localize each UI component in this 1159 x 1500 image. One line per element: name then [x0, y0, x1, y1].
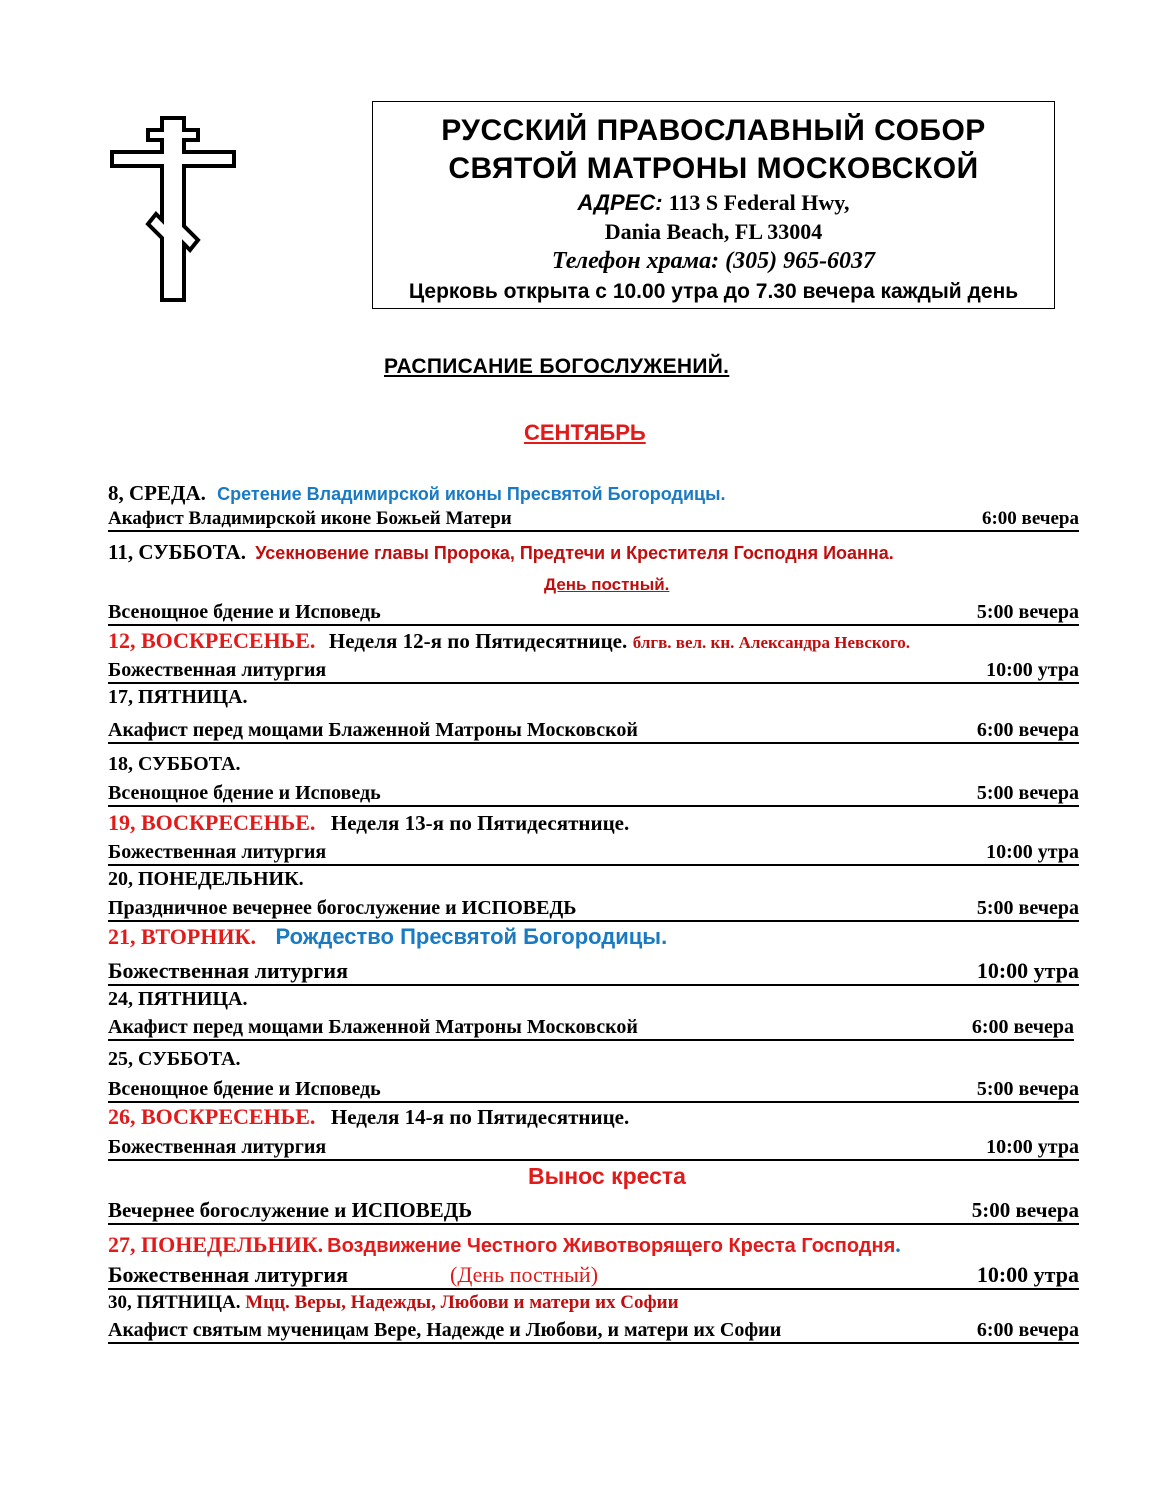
orthodox-cross-icon	[110, 108, 236, 302]
service-row	[108, 896, 1079, 922]
date-label: 8, СРЕДА.	[108, 481, 206, 505]
service-name: Акафист перед мощами Блаженной Матроны Московской	[108, 1016, 638, 1038]
cross-procession-note: Вынос креста	[528, 1163, 686, 1189]
entry-20-heading	[108, 868, 304, 891]
address-street	[373, 190, 1054, 216]
service-row	[108, 1077, 1079, 1103]
feast-label: Воздвижение Честного Животворящего Креста Господня	[327, 1235, 896, 1257]
service-row	[108, 1135, 1079, 1161]
feast-label: Усекновение главы Пророка, Предтечи и Крестителя Господня Иоанна.	[255, 543, 894, 563]
service-name: Божественная литургия	[108, 1136, 327, 1158]
entry-12-heading	[108, 628, 910, 654]
service-row	[108, 1197, 1079, 1225]
service-row	[108, 781, 1079, 807]
entry-8-heading	[108, 481, 725, 506]
service-name: Всенощное бдение и Исповедь	[108, 1078, 381, 1100]
service-name: Акафист Владимирской иконе Божьей Матери	[108, 508, 512, 529]
service-time: 5:00 вечера	[971, 1198, 1079, 1222]
entry-19-heading	[108, 810, 629, 836]
service-row	[108, 956, 1079, 986]
service-name: Вечернее богослужение и ИСПОВЕДЬ	[108, 1198, 473, 1222]
address-street-text: 113 S Federal Hwy,	[668, 190, 850, 215]
date-label: 25, СУББОТА.	[108, 1048, 241, 1070]
church-hours: Церковь открыта с 10.00 утра до 7.30 вечера каждый день	[408, 280, 1019, 303]
service-name: Божественная литургия	[108, 841, 327, 863]
service-time: 10:00 утра	[976, 958, 1079, 983]
date-label: 26, ВОСКРЕСЕНЬЕ.	[108, 1104, 316, 1129]
entry-17-heading	[108, 686, 247, 709]
date-label: 20, ПОНЕДЕЛЬНИК.	[108, 868, 304, 890]
entry-25-heading	[108, 1048, 241, 1071]
date-label: 27, ПОНЕДЕЛЬНИК.	[108, 1232, 324, 1257]
date-label: 17, ПЯТНИЦА.	[108, 686, 248, 708]
service-row	[108, 718, 1079, 744]
service-row	[108, 508, 1079, 532]
month-title: СЕНТЯБРЬ	[524, 420, 646, 445]
service-time: 10:00 утра	[986, 841, 1079, 863]
service-row	[108, 1260, 1079, 1290]
church-phone: Телефон храма: (305) 965-6037	[551, 248, 876, 274]
service-time: 6:00 вечера	[976, 1319, 1079, 1341]
service-time: 5:00 вечера	[976, 782, 1079, 804]
service-time: 5:00 вечера	[976, 601, 1079, 623]
service-row	[108, 600, 1079, 626]
week-label: Неделя 13-я по Пятидесятнице.	[330, 811, 630, 835]
fast-day-note: (День постный)	[450, 1262, 599, 1287]
service-name: Божественная литургия	[108, 958, 349, 983]
date-label: 24, ПЯТНИЦА.	[108, 988, 248, 1010]
feast-label: Сретение Владимирской иконы Пресвятой Богородицы.	[217, 484, 726, 504]
service-row	[108, 840, 1079, 866]
service-time: 5:00 вечера	[976, 897, 1079, 919]
feast-dot: .	[895, 1232, 901, 1257]
date-label: 19, ВОСКРЕСЕНЬЕ.	[108, 810, 316, 835]
service-name: Божественная литургия	[108, 659, 327, 681]
service-row	[108, 1015, 1074, 1041]
feast-label: Рождество Пресвятой Богородицы.	[275, 924, 668, 949]
entry-11-heading	[108, 540, 894, 565]
service-name: Всенощное бдение и Исповедь	[108, 601, 381, 623]
service-time: 10:00 утра	[986, 659, 1079, 681]
entry-27-heading	[108, 1232, 901, 1258]
entry-18-heading	[108, 753, 241, 776]
week-label: Неделя 12-я по Пятидесятнице.	[328, 629, 628, 653]
date-label: 18, СУББОТА.	[108, 753, 241, 775]
date-label: 21, ВТОРНИК.	[108, 924, 256, 949]
address-city: Dania Beach, FL 33004	[604, 219, 823, 244]
church-header-box	[372, 101, 1055, 309]
service-row	[108, 1318, 1079, 1344]
entry-21-heading	[108, 924, 667, 950]
church-name-line2: СВЯТОЙ МАТРОНЫ МОСКОВСКОЙ	[448, 152, 979, 185]
service-name: Божественная литургия	[108, 1262, 349, 1287]
service-time: 5:00 вечера	[976, 1078, 1079, 1100]
date-label: 30, ПЯТНИЦА.	[108, 1292, 241, 1313]
schedule-title: РАСПИСАНИЕ БОГОСЛУЖЕНИЙ.	[384, 355, 730, 378]
service-time: 10:00 утра	[986, 1136, 1079, 1158]
service-time: 6:00 вечера	[976, 719, 1079, 741]
feast-label: Мцц. Веры, Надежды, Любови и матери их Софии	[245, 1292, 679, 1313]
date-label: 11, СУББОТА.	[108, 540, 246, 564]
service-time: 10:00 утра	[976, 1262, 1079, 1287]
saint-label: блгв. вел. кн. Александра Невского.	[632, 633, 911, 652]
service-time: 6:00 вечера	[971, 1016, 1074, 1038]
entry-24-heading	[108, 988, 247, 1011]
address-label: АДРЕС:	[577, 190, 663, 215]
service-name: Всенощное бдение и Исповедь	[108, 782, 381, 804]
service-name: Акафист перед мощами Блаженной Матроны Московской	[108, 719, 638, 741]
service-row	[108, 658, 1079, 684]
service-time: 6:00 вечера	[981, 508, 1079, 529]
service-name: Праздничное вечернее богослужение и ИСПОВЕДЬ	[108, 897, 577, 919]
week-label: Неделя 14-я по Пятидесятнице.	[330, 1105, 630, 1129]
date-label: 12, ВОСКРЕСЕНЬЕ.	[108, 628, 316, 653]
service-name: Акафист святым мученицам Вере, Надежде и Любови, и матери их Софии	[108, 1319, 782, 1341]
entry-30-heading	[108, 1292, 679, 1314]
fast-day-note: День постный.	[544, 575, 670, 594]
church-name-line1: РУССКИЙ ПРАВОСЛАВНЫЙ СОБОР	[441, 114, 986, 147]
entry-26-heading	[108, 1104, 629, 1130]
